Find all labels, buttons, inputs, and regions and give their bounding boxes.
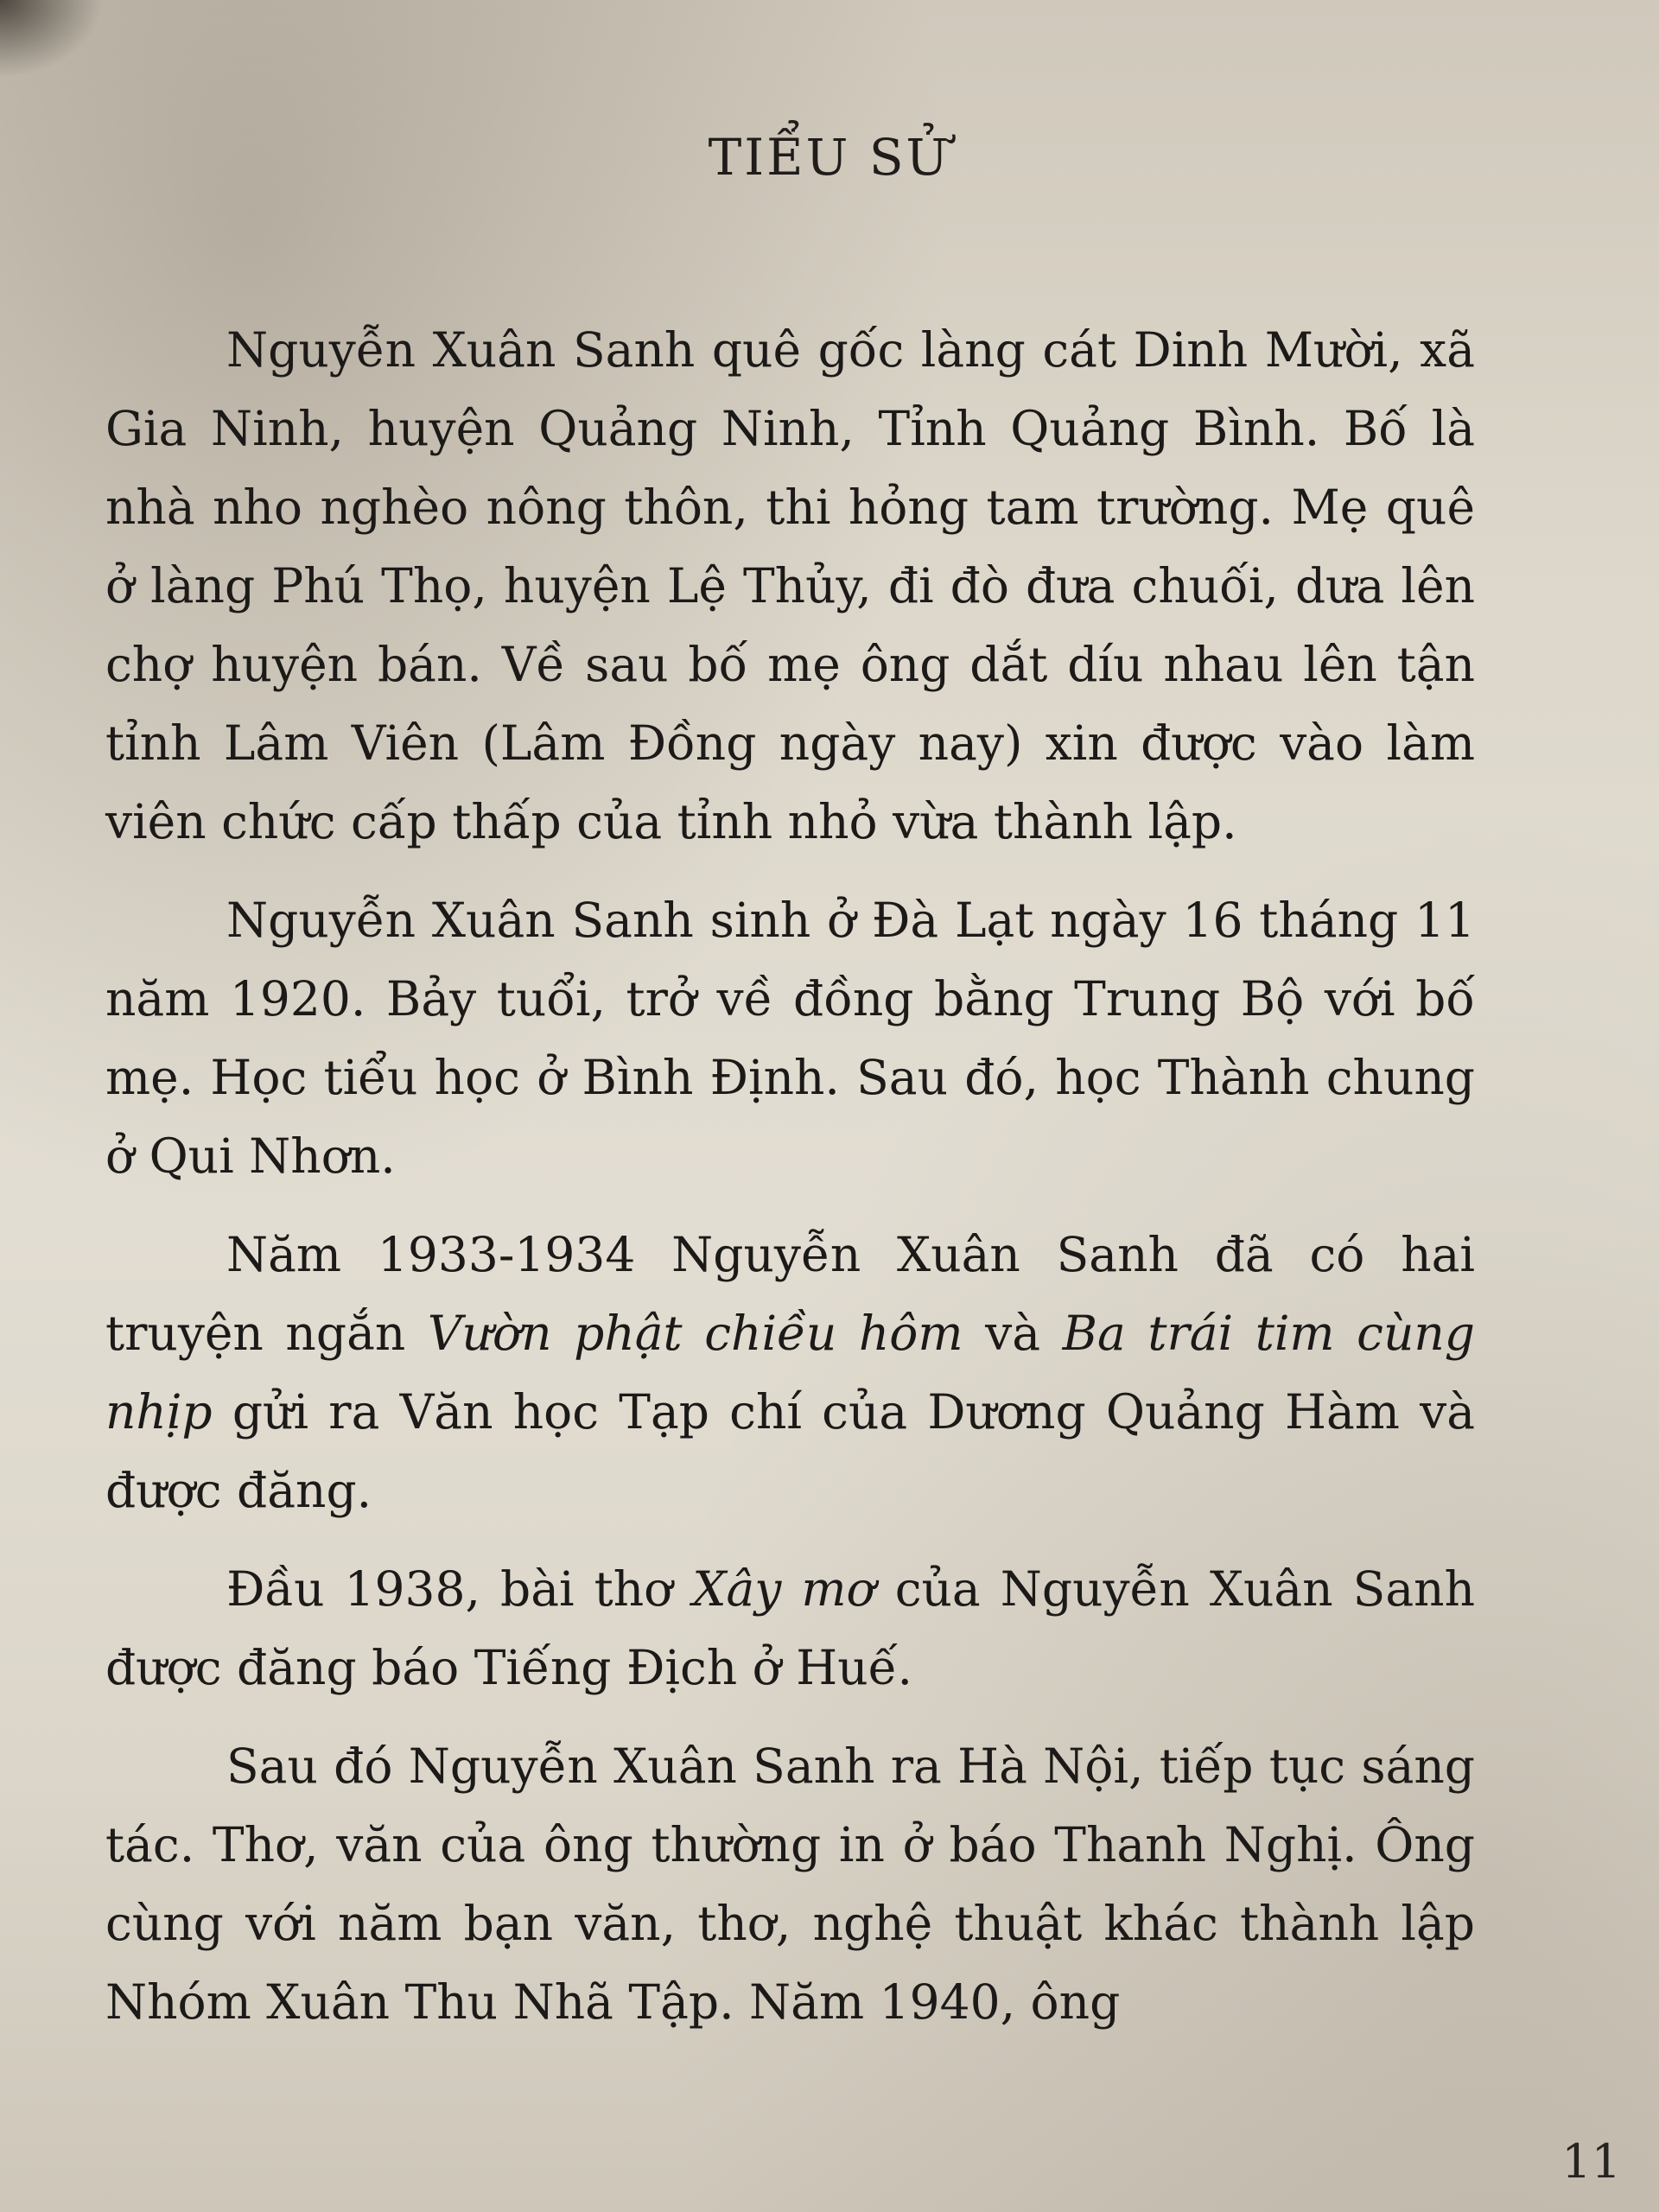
paragraph	[105, 1727, 1475, 2042]
paragraph	[105, 1216, 1475, 1530]
paragraph-text: của Nguyễn Xuân Sanh được đăng báo Tiếng Địch ở Huế.	[105, 1561, 1475, 1695]
page-number: 11	[1561, 2134, 1621, 2189]
italic-title-text: Vườn phật chiều hôm	[427, 1306, 963, 1361]
paragraph	[105, 1550, 1475, 1707]
page-title: TIỂU SỬ	[708, 128, 951, 187]
paragraph-text: Đầu 1938, bài thơ	[226, 1561, 693, 1617]
paragraph	[105, 881, 1475, 1196]
paragraph-text: Nguyễn Xuân Sanh sinh ở Đà Lạt ngày 16 tháng 11 năm 1920. Bảy tuổi, trở về đồng bằng Trung Bộ với bố mẹ. Học tiểu học ở Bình Định. Sau đó, học Thành chung ở Qui Nhơn.	[105, 893, 1475, 1184]
paragraph	[105, 311, 1475, 861]
paragraph-text: gửi ra Văn học Tạp chí của Dương Quảng Hàm và được đăng.	[105, 1384, 1475, 1518]
page-corner-shadow	[0, 0, 104, 78]
body-text	[105, 311, 1475, 2062]
paragraph-text: Nguyễn Xuân Sanh quê gốc làng cát Dinh Mười, xã Gia Ninh, huyện Quảng Ninh, Tỉnh Quảng Bình. Bố là nhà nho nghèo nông thôn, thi hỏng tam trường. Mẹ quê ở làng Phú Thọ, huyện Lệ Thủy, đi đò đưa chuối, dưa lên chợ huyện bán. Về sau bố mẹ ông dắt díu nhau lên tận tỉnh Lâm Viên (Lâm Đồng ngày nay) xin được vào làm viên chức cấp thấp của tỉnh nhỏ vừa thành lập.	[105, 322, 1475, 849]
italic-title-text: Ba trái tim cùng nhịp	[105, 1306, 1475, 1440]
paragraph-text: và	[963, 1306, 1063, 1361]
paragraph-text: Sau đó Nguyễn Xuân Sanh ra Hà Nội, tiếp tục sáng tác. Thơ, văn của ông thường in ở báo Thanh Nghị. Ông cùng với năm bạn văn, thơ, nghệ thuật khác thành lập Nhóm Xuân Thu Nhã Tập. Năm 1940, ông	[105, 1738, 1475, 2030]
paragraph-text: Năm 1933-1934 Nguyễn Xuân Sanh đã có hai truyện ngắn	[105, 1227, 1475, 1361]
italic-title-text: Xây mơ	[692, 1561, 875, 1617]
